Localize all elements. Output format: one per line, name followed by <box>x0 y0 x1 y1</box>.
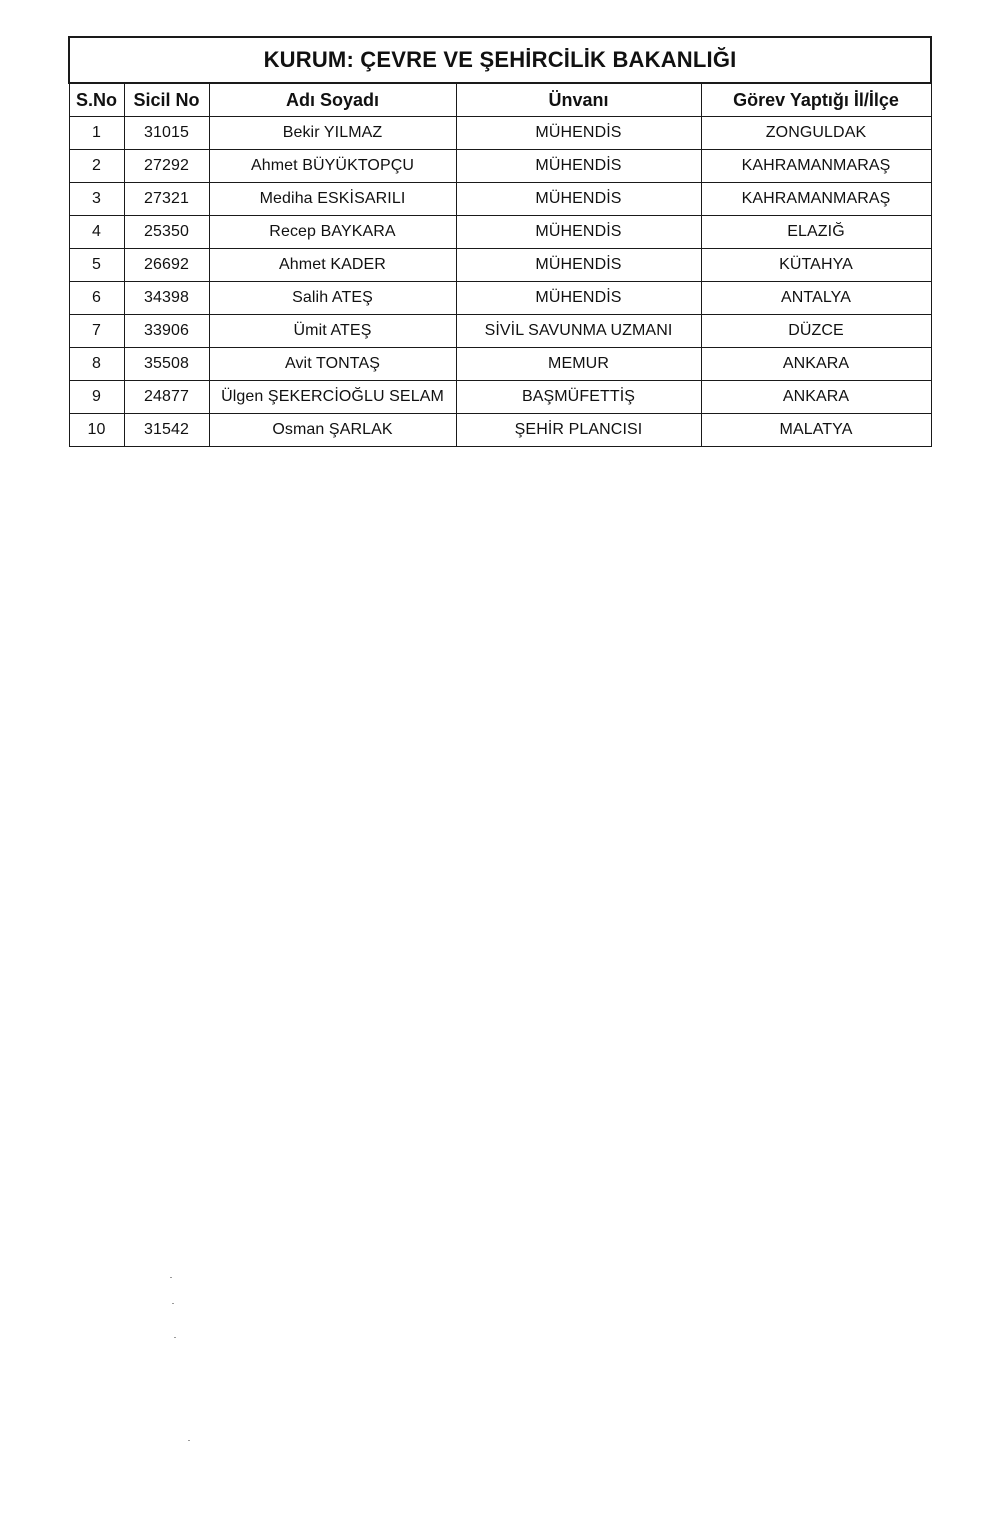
cell-gorev-yeri: KAHRAMANMARAŞ <box>701 183 931 216</box>
cell-ad-soyad: Bekir YILMAZ <box>209 117 456 150</box>
cell-gorev-yeri: ZONGULDAK <box>701 117 931 150</box>
cell-unvan: MEMUR <box>456 348 701 381</box>
header-row <box>69 83 931 117</box>
cell-sicil: 31542 <box>124 414 209 447</box>
cell-sno: 4 <box>69 216 124 249</box>
cell-unvan: BAŞMÜFETTİŞ <box>456 381 701 414</box>
cell-sicil: 31015 <box>124 117 209 150</box>
cell-sicil: 34398 <box>124 282 209 315</box>
cell-ad-soyad: Ülgen ŞEKERCİOĞLU SELAM <box>209 381 456 414</box>
table-row <box>69 414 931 447</box>
table-row <box>69 282 931 315</box>
cell-gorev-yeri: ELAZIĞ <box>701 216 931 249</box>
cell-sno: 8 <box>69 348 124 381</box>
cell-gorev-yeri: KAHRAMANMARAŞ <box>701 150 931 183</box>
cell-ad-soyad: Ümit ATEŞ <box>209 315 456 348</box>
cell-sno: 9 <box>69 381 124 414</box>
table-row <box>69 249 931 282</box>
scan-speck <box>188 1440 190 1441</box>
table-row <box>69 348 931 381</box>
table-row <box>69 315 931 348</box>
cell-sicil: 27321 <box>124 183 209 216</box>
cell-unvan: MÜHENDİS <box>456 183 701 216</box>
title-row <box>69 37 931 83</box>
header-unvan: Ünvanı <box>456 83 701 117</box>
cell-sicil: 33906 <box>124 315 209 348</box>
cell-ad-soyad: Mediha ESKİSARILI <box>209 183 456 216</box>
header-sicil: Sicil No <box>124 83 209 117</box>
table-row <box>69 183 931 216</box>
header-sno: S.No <box>69 83 124 117</box>
cell-ad-soyad: Osman ŞARLAK <box>209 414 456 447</box>
cell-sicil: 27292 <box>124 150 209 183</box>
cell-sno: 5 <box>69 249 124 282</box>
cell-ad-soyad: Salih ATEŞ <box>209 282 456 315</box>
table-row <box>69 150 931 183</box>
cell-gorev-yeri: ANTALYA <box>701 282 931 315</box>
cell-unvan: MÜHENDİS <box>456 282 701 315</box>
cell-sicil: 35508 <box>124 348 209 381</box>
table-row <box>69 216 931 249</box>
cell-sno: 10 <box>69 414 124 447</box>
cell-unvan: MÜHENDİS <box>456 150 701 183</box>
table-row <box>69 381 931 414</box>
cell-unvan: MÜHENDİS <box>456 216 701 249</box>
cell-sno: 7 <box>69 315 124 348</box>
cell-sno: 2 <box>69 150 124 183</box>
personnel-table <box>68 36 932 447</box>
cell-gorev-yeri: DÜZCE <box>701 315 931 348</box>
cell-gorev-yeri: ANKARA <box>701 381 931 414</box>
cell-ad-soyad: Recep BAYKARA <box>209 216 456 249</box>
institution-title: KURUM: ÇEVRE VE ŞEHİRCİLİK BAKANLIĞI <box>69 37 931 83</box>
cell-ad-soyad: Ahmet KADER <box>209 249 456 282</box>
cell-gorev-yeri: MALATYA <box>701 414 931 447</box>
cell-gorev-yeri: ANKARA <box>701 348 931 381</box>
cell-sicil: 26692 <box>124 249 209 282</box>
cell-ad-soyad: Ahmet BÜYÜKTOPÇU <box>209 150 456 183</box>
cell-sicil: 24877 <box>124 381 209 414</box>
cell-unvan: MÜHENDİS <box>456 117 701 150</box>
cell-sno: 6 <box>69 282 124 315</box>
cell-sno: 3 <box>69 183 124 216</box>
scan-speck <box>172 1303 174 1304</box>
header-ad-soyad: Adı Soyadı <box>209 83 456 117</box>
cell-unvan: SİVİL SAVUNMA UZMANI <box>456 315 701 348</box>
cell-unvan: MÜHENDİS <box>456 249 701 282</box>
cell-unvan: ŞEHİR PLANCISI <box>456 414 701 447</box>
table-row <box>69 117 931 150</box>
cell-ad-soyad: Avit TONTAŞ <box>209 348 456 381</box>
scan-speck <box>170 1277 172 1278</box>
header-gorev-yeri: Görev Yaptığı İl/İlçe <box>701 83 931 117</box>
scan-speck <box>174 1337 176 1338</box>
cell-sicil: 25350 <box>124 216 209 249</box>
cell-gorev-yeri: KÜTAHYA <box>701 249 931 282</box>
cell-sno: 1 <box>69 117 124 150</box>
